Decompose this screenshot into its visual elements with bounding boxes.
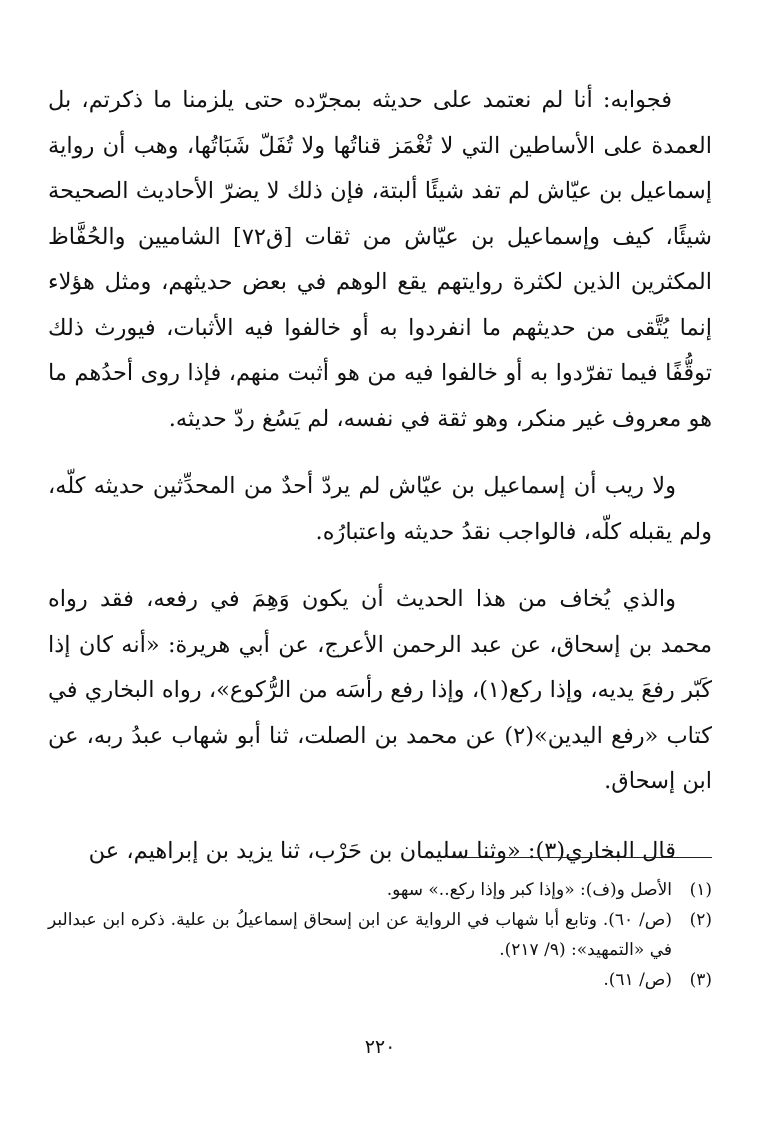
footnote-divider (450, 857, 712, 858)
footnote-2 (48, 905, 712, 965)
footnotes (48, 875, 712, 995)
paragraph-1: فجوابه: أنا لم نعتمد على حديثه بمجرّده حتى يلزمنا ما ذكرتم، بل العمدة على الأساطين التي لا تُغْمَز قناتُها ولا تُفَلّ شَبَاتُها، وهب أن رواية إسماعيل بن عيّاش لم تفد شيئًا ألبتة، فإن ذلك لا يضرّ الأحاديث الصحيحة شيئًا، كيف وإسماعيل بن عيّاش من ثقات [ق٧٢] الشاميين والحُفَّاظ المكثرين الذين لكثرة روايتهم يقع الوهم في بعض حديثهم، ومثل هؤلاء إنما يُتَّقى من حديثهم ما انفردوا به أو خالفوا فيه الأثبات، فيورث ذلك توقُّفًا فيما تفرّدوا به أو خالفوا فيه من هو أثبت منهم، فإذا روى أحدُهم ما هو معروف غير منكر، وهو ثقة في نفسه، لم يَسُغ ردّ حديثه. (48, 87, 713, 432)
footnote-text: (ص/ ٦١). (603, 970, 672, 990)
footnote-number: (٢) (689, 910, 712, 930)
paragraph-4: قال البخاري(٣): «وثنا سليمان بن حَرْب، ثنا يزيد بن إبراهيم، عن (88, 837, 676, 864)
footnote-text: (ص/ ٦٠). وتابع أبا شهاب في الرواية عن ابن إسحاق إسماعيلُ بن علية. ذكره ابن عبدالبر في «التمهيد»: (٩/ ٢١٧). (48, 910, 672, 960)
footnote-number: (٣) (689, 970, 712, 990)
footnote-3 (48, 965, 712, 995)
paragraph-3: والذي يُخاف من هذا الحديث أن يكون وَهِمَ في رفعه، فقد رواه محمد بن إسحاق، عن عبد الرحمن الأعرج، عن أبي هريرة: «أنه كان إذا كَبّر رفعَ يديه، وإذا ركع(١)، وإذا رفع رأسَه من الرُّكوع»، رواه البخاري في كتاب «رفع اليدين»(٢) عن محمد بن الصلت، ثنا أبو شهاب عبدُ ربه، عن ابن إسحاق. (48, 586, 713, 794)
book-page (48, 78, 712, 1118)
footnote-text: الأصل و(ف): «وإذا كبر وإذا ركع..» سهو. (386, 880, 672, 900)
main-text (48, 78, 712, 874)
footnote-number: (١) (689, 880, 712, 900)
footnote-1 (48, 875, 712, 905)
page-number: ٢٢٠ (364, 1036, 396, 1058)
paragraph-2: ولا ريب أن إسماعيل بن عيّاش لم يردّ أحدٌ من المحدِّثين حديثه كلّه، ولم يقبله كلّه، فالواجب نقدُ حديثه واعتبارُه. (48, 473, 712, 545)
